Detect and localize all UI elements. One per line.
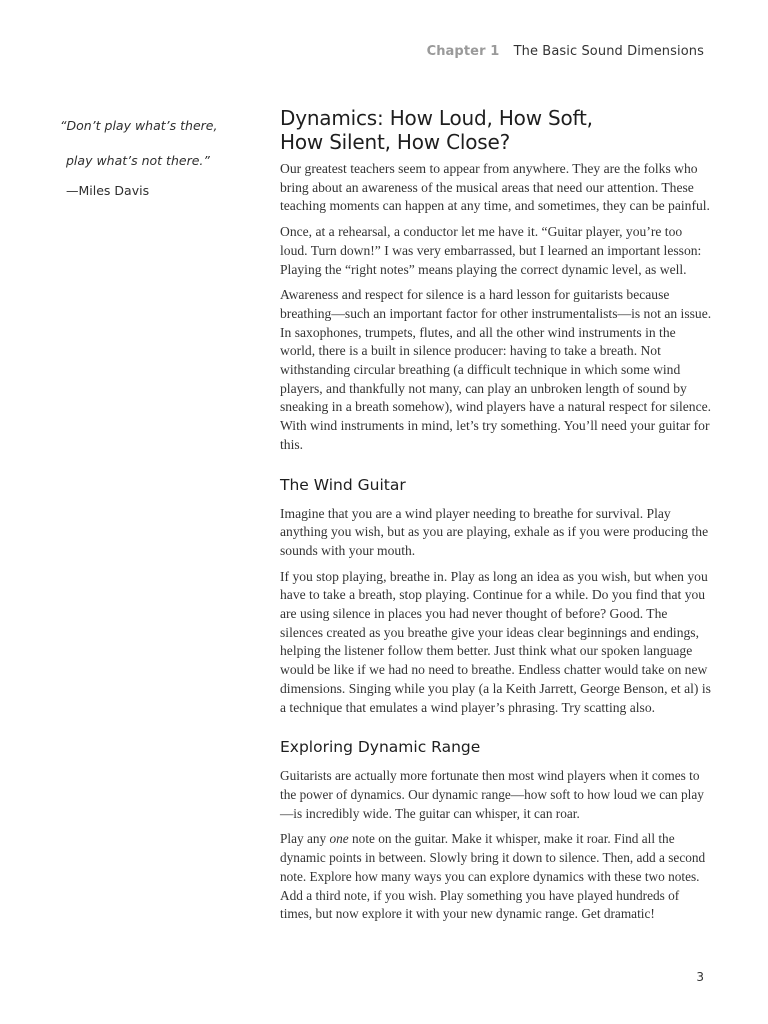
main-content <box>280 106 712 931</box>
section-title <box>280 106 712 154</box>
quote-attribution: —Miles Davis <box>66 183 150 198</box>
body-paragraph: Imagine that you are a wind player needing to breathe for survival. Play anything you wish, but as you are playing, exhale as if you were producing the sounds with your mouth. <box>280 505 709 558</box>
body-paragraph: Awareness and respect for silence is a hard lesson for guitarists because breathing—such an important factor for other instrumentalists—is not an issue. In saxophones, trumpets, flutes, and all the other wind instruments in the world, there is a built in silence producer: having to take a breath. Not withstanding circular breathing (a difficult technique in which some wind players, and thankfully not many, can play an unbroken length of sound by sneaking in a breath somehow), wind players have a natural respect for silence. With wind instruments in mind, let’s try something. You’ll need your guitar for this. <box>280 287 712 452</box>
subsection-title-wind-guitar: The Wind Guitar <box>280 475 406 494</box>
sidebar-quote <box>60 108 260 203</box>
subsection-title-dynamic-range: Exploring Dynamic Range <box>280 738 481 757</box>
running-head <box>427 44 704 59</box>
section-title-line-1: Dynamics: How Loud, How Soft, <box>280 106 593 130</box>
chapter-label: Chapter 1 <box>426 44 500 59</box>
quote-line-1: “Don’t play what’s there, <box>60 118 218 133</box>
section-title-line-2: How Silent, How Close? <box>280 130 511 154</box>
text-run: Play any <box>280 831 330 847</box>
body-paragraph: Our greatest teachers seem to appear from anywhere. They are the folks who bring about an awareness of the musical areas that need our attention. These teaching moments can happen at any time, and sometimes, they can be painful. <box>280 161 710 214</box>
emphasis-text: one <box>329 831 349 847</box>
quote-line-2: play what’s not there.” <box>66 153 210 168</box>
body-paragraph: Once, at a rehearsal, a conductor let me have it. “Guitar player, you’re too loud. Turn down!” I was very embarrassed, but I learned an important lesson: Playing the “right notes” means playing the correct dynamic level, as well. <box>280 224 702 277</box>
body-paragraph: Guitarists are actually more fortunate then most wind players when it comes to the power of dynamics. Our dynamic range—how soft to how loud we can play—is incredibly wide. The guitar can whisper, it can roar. <box>280 768 704 821</box>
body-paragraph-with-emphasis <box>280 830 712 924</box>
page-number: 3 <box>696 970 704 984</box>
body-paragraph: If you stop playing, breathe in. Play as long an idea as you wish, but when you have to take a breath, stop playing. Continue for a while. Do you find that you are using silence in places you had never thought of before? Good. The silences created as you breathe give your ideas clear beginnings and endings, helping the listener follow them better. Just think what our spoken language would be like if we had no need to breathe. Endless chatter would take on new dimensions. Singing while you play (a la Keith Jarrett, George Benson, et al) is a technique that emulates a wind player’s phrasing. Try scatting also. <box>280 568 711 715</box>
chapter-title: The Basic Sound Dimensions <box>513 44 704 59</box>
text-run: note on the guitar. Make it whisper, make it roar. Find all the dynamic points in between. Slowly bring it down to silence. Then, add a second note. Explore how many ways you can explore dynamics with these two notes. Add a third note, if you wish. Play something you have played hundreds of times, but now explore it with your new dynamic range. Get dramatic! <box>280 831 706 922</box>
